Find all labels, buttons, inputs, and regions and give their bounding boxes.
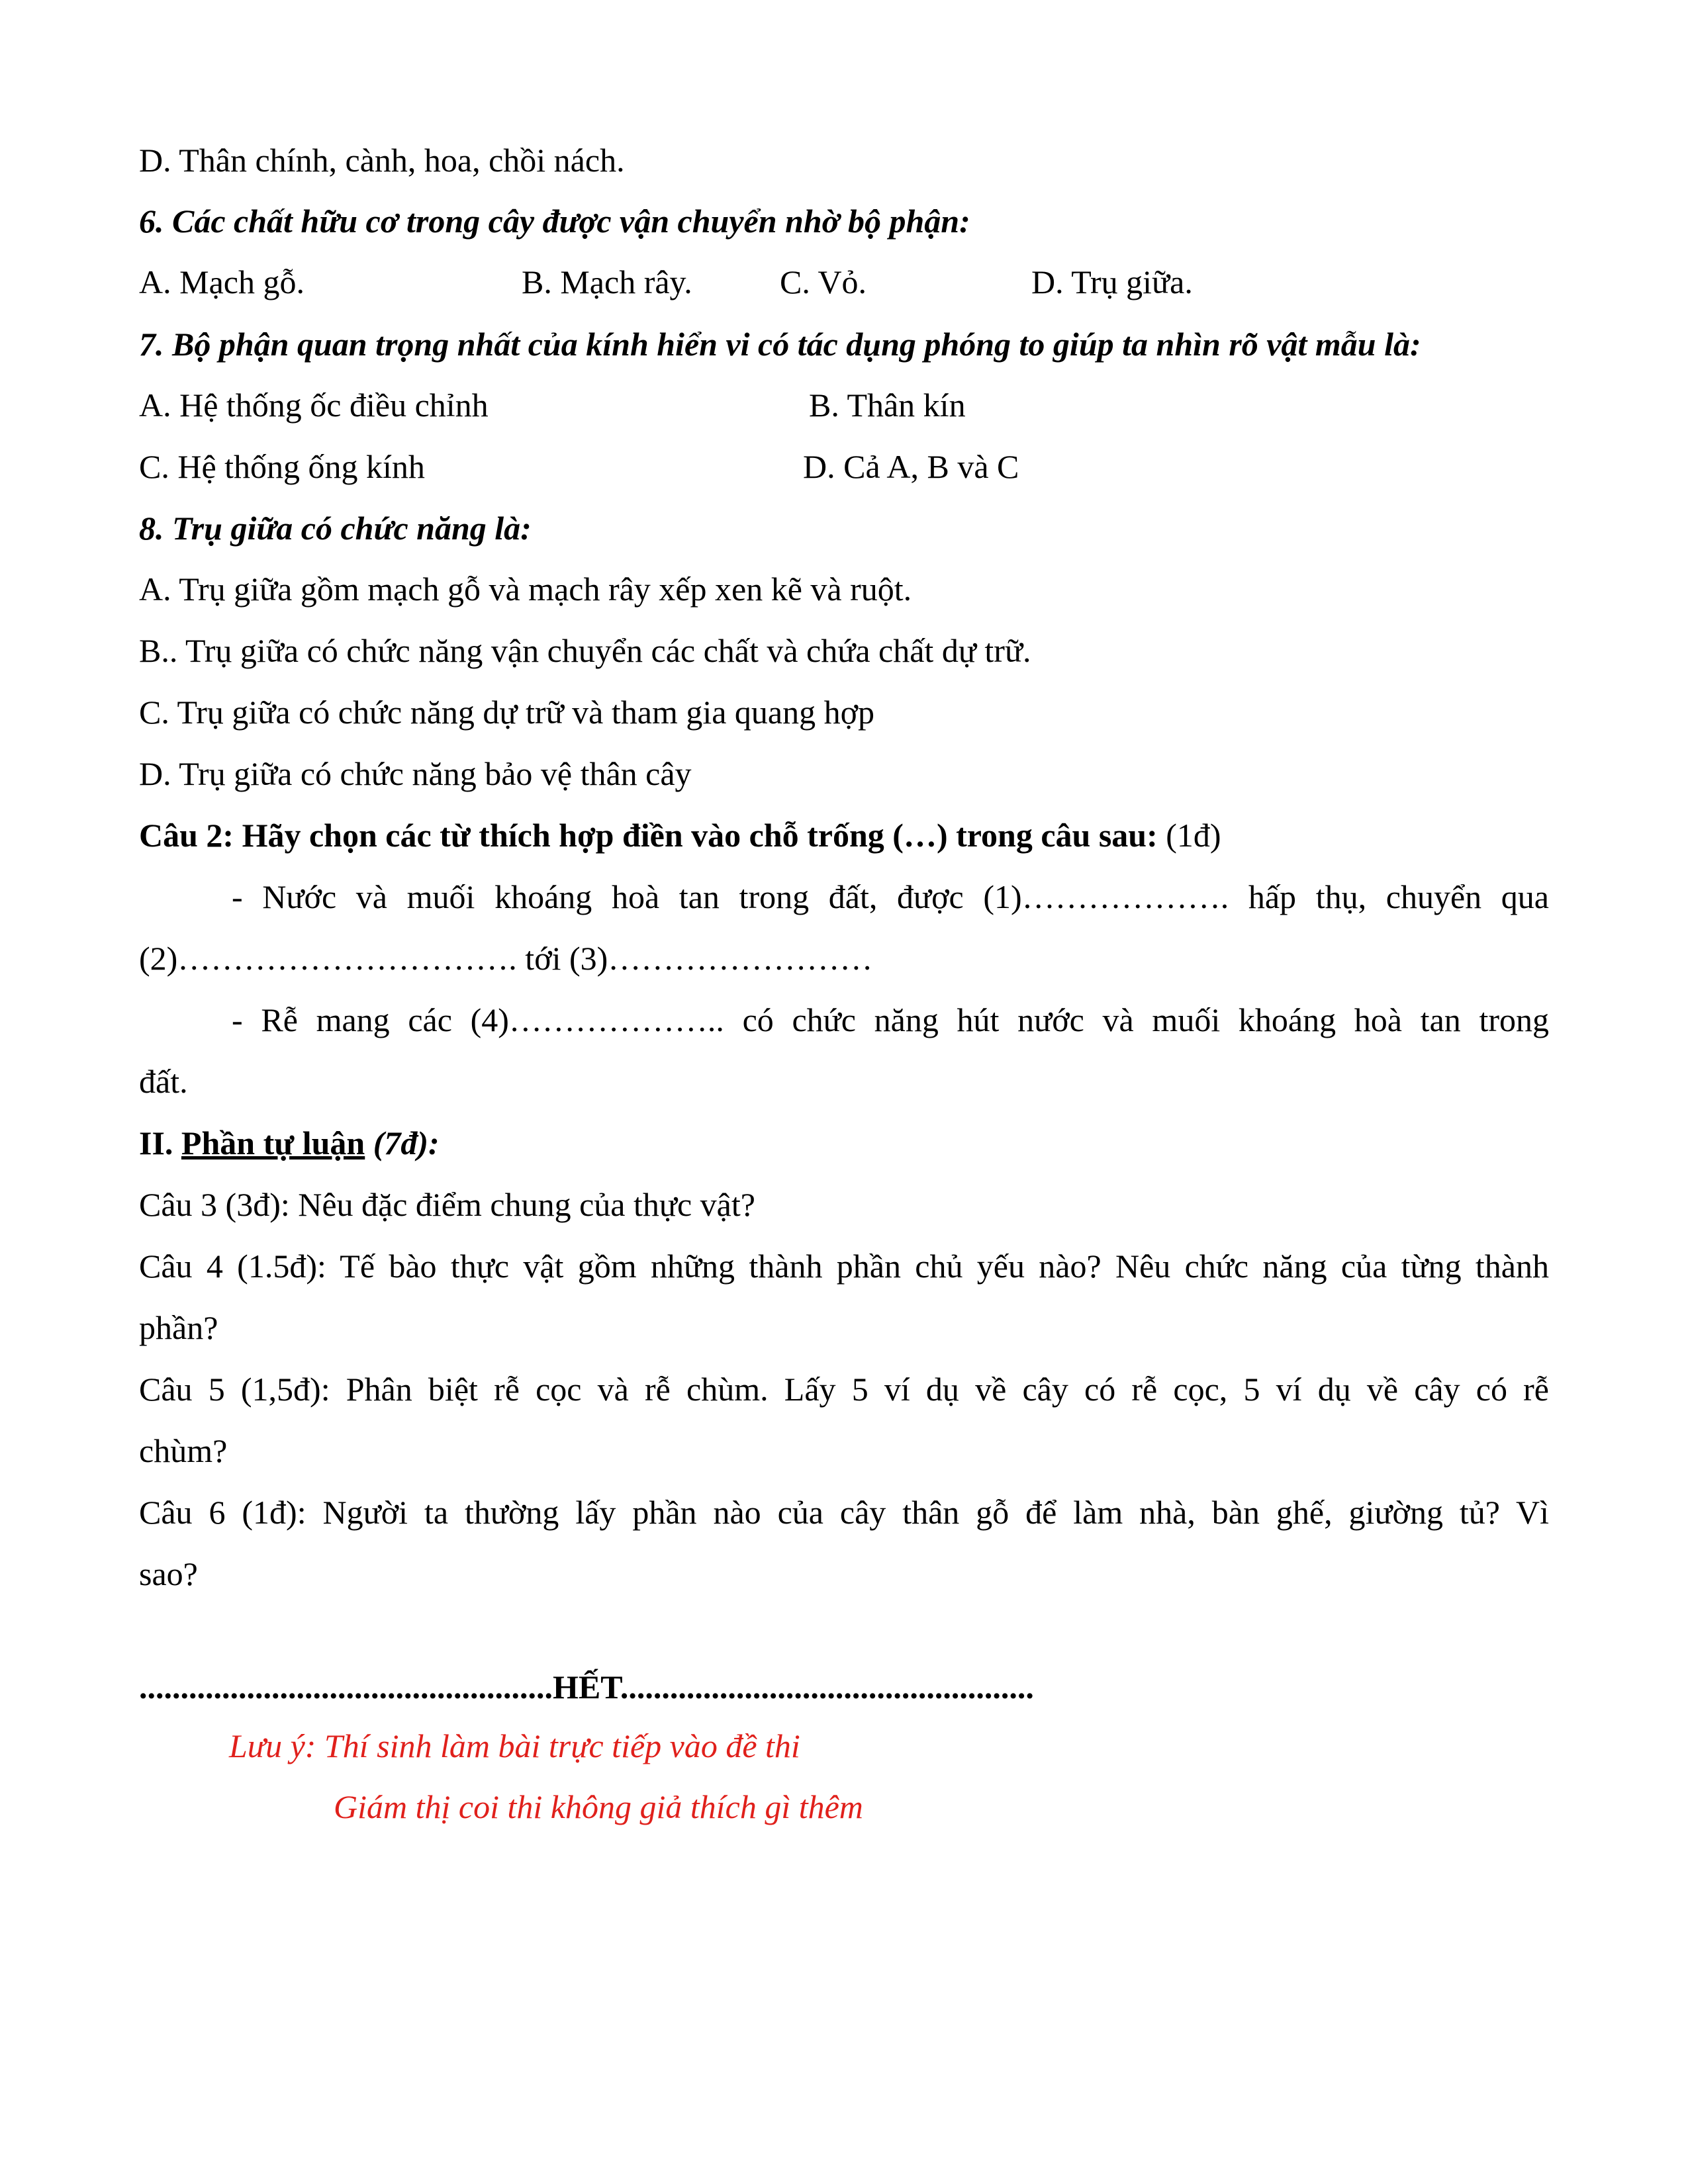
q7-option-c: C. Hệ thống ống kính [139, 448, 425, 485]
question-7: 7. Bộ phận quan trọng nhất của kính hiển vi có tác dụng phóng to giúp ta nhìn rõ vật mẫu là: [139, 326, 1421, 363]
cau-2-line-1: - Nước và muối khoáng hoà tan trong đất, được (1)………………. hấp thụ, chuyển qua [232, 878, 1549, 915]
q7-option-d: D. Cả A, B và C [803, 448, 1019, 485]
note-line-1: Lưu ý: Thí sinh làm bài trực tiếp vào đề thi [229, 1727, 800, 1764]
cau-6-line-1: Câu 6 (1đ): Người ta thường lấy phần nào của cây thân gỗ để làm nhà, bàn ghế, giường tủ? Vì [139, 1494, 1549, 1531]
part-2-points: (7đ): [365, 1124, 440, 1161]
cau-2-title: Câu 2: Hãy chọn các từ thích hợp điền vào chỗ trống (…) trong câu sau: [139, 817, 1158, 854]
cau-2-heading [139, 815, 1221, 855]
question-7-options-row2 [139, 447, 1549, 486]
q6-option-b: B. Mạch rây. [522, 263, 692, 300]
cau-5-line-2: chùm? [139, 1432, 228, 1469]
prev-question-option-d: D. Thân chính, cành, hoa, chồi nách. [139, 142, 625, 179]
question-8: 8. Trụ giữa có chức năng là: [139, 510, 532, 547]
q8-option-d: D. Trụ giữa có chức năng bảo vệ thân cây [139, 755, 692, 792]
cau-2-points: (1đ) [1157, 817, 1221, 854]
q8-option-b: B.. Trụ giữa có chức năng vận chuyển các chất và chứa chất dự trữ. [139, 632, 1031, 669]
cau-4-line-2: phần? [139, 1309, 218, 1346]
cau-2-line-2: (2)…………………………. tới (3)…………………… [139, 940, 873, 977]
note-line-2: Giám thị coi thi không giả thích gì thêm [334, 1788, 863, 1825]
question-7-options-row1 [139, 385, 1549, 425]
cau-5-line-1: Câu 5 (1,5đ): Phân biệt rễ cọc và rễ chùm. Lấy 5 ví dụ về cây có rễ cọc, 5 ví dụ về cây có rễ [139, 1371, 1549, 1408]
cau-3: Câu 3 (3đ): Nêu đặc điểm chung của thực vật? [139, 1186, 755, 1223]
q6-option-d: D. Trụ giữa. [1031, 263, 1193, 300]
cau-2-line-4: đất. [139, 1063, 188, 1100]
question-6: 6. Các chất hữu cơ trong cây được vận chuyển nhờ bộ phận: [139, 203, 970, 240]
question-6-options [139, 262, 1549, 302]
q8-option-c: C. Trụ giữa có chức năng dự trữ và tham gia quang hợp [139, 694, 875, 731]
part-2-heading [139, 1123, 440, 1163]
q7-option-b: B. Thân kín [809, 387, 966, 424]
q6-option-c: C. Vỏ. [780, 263, 867, 300]
q8-option-a: A. Trụ giữa gồm mạch gỗ và mạch rây xếp xen kẽ và ruột. [139, 570, 912, 608]
cau-4-line-1: Câu 4 (1.5đ): Tế bào thực vật gồm những thành phần chủ yếu nào? Nêu chức năng của từng thành [139, 1248, 1549, 1285]
part-2-numeral: II. [139, 1124, 181, 1161]
q7-option-a: A. Hệ thống ốc điều chỉnh [139, 387, 489, 424]
end-of-exam-mark: ..................................................HẾT.................................................. [139, 1668, 1034, 1706]
part-2-title: Phần tự luận [181, 1124, 365, 1161]
q6-option-a: A. Mạch gỗ. [139, 263, 305, 300]
cau-2-line-3: - Rễ mang các (4)……………….. có chức năng hút nước và muối khoáng hoà tan trong [232, 1001, 1549, 1038]
cau-6-line-2: sao? [139, 1555, 198, 1592]
